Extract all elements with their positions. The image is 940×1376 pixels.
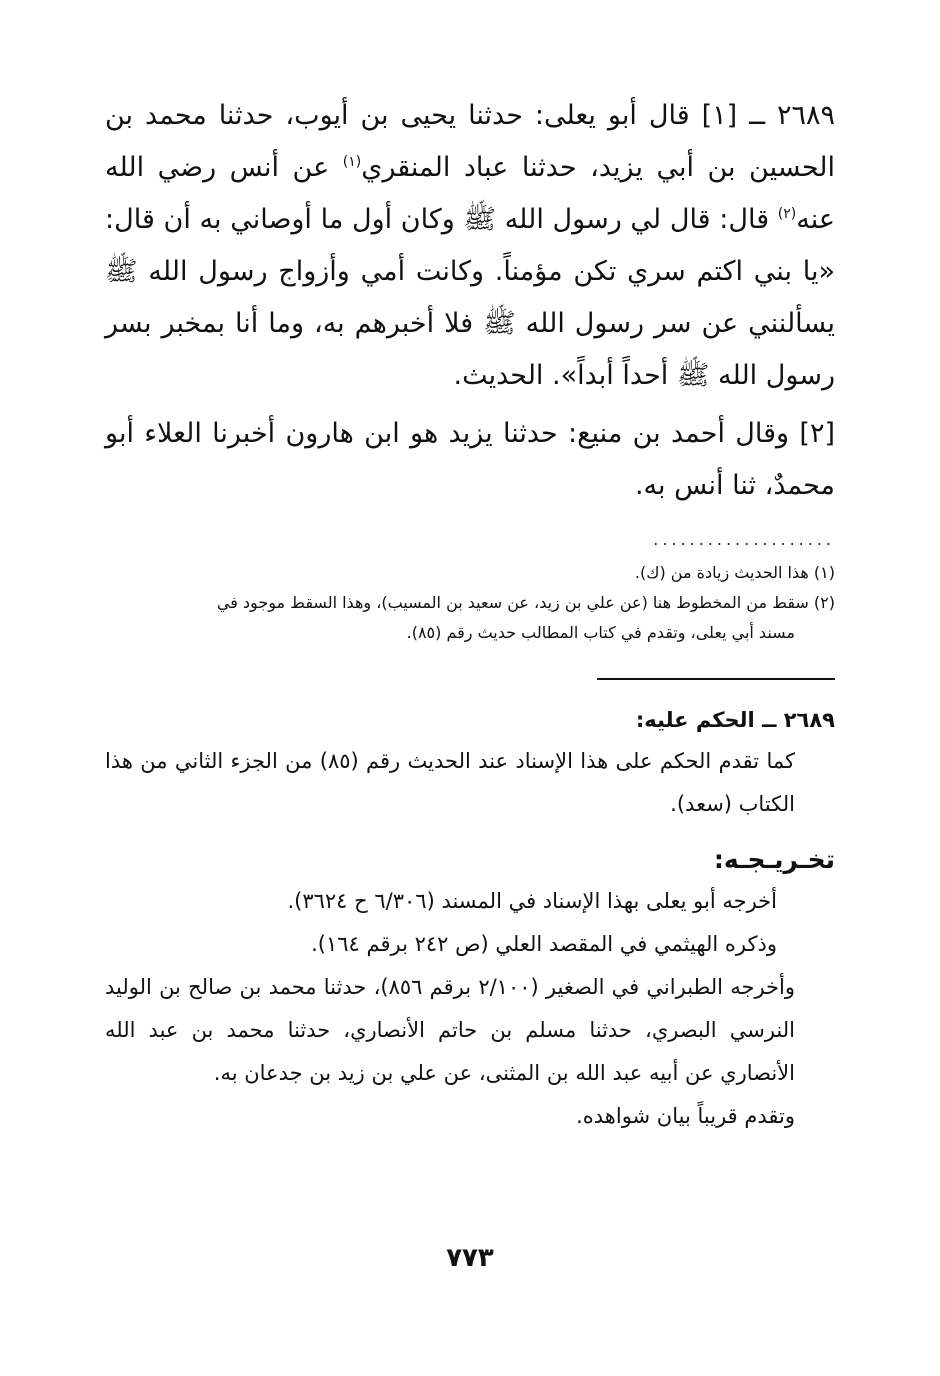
footnote-marker-1[interactable]: (١) [342,154,362,170]
takhrij-line-1: أخرجه أبو يعلى بهذا الإسناد في المسند (٦/٣٠٦ ح ٣٦٢٤). [287,889,777,913]
hadith-para1-prefix: ٢٦٨٩ ــ [١] قال أبو يعلى: حدثنا يحيى بن أيوب، حدثنا محمد بن الحسين بن أبي يزيد، حدثنا عباد المنقري [105,100,835,183]
takhrij-section [105,880,835,1138]
page-number: ٧٧٣ [446,1243,494,1273]
hadith-paragraph-2: [٢] وقال أحمد بن منيع: حدثنا يزيد هو ابن هارون أخبرنا العلاء أبو محمدٌ، ثنا أنس به. [105,418,835,501]
ruling-heading: ٢٦٨٩ ــ الحكم عليه: [635,708,835,732]
footnotes [105,558,835,648]
page-content [105,90,835,1138]
takhrij-line-4: وتقدم قريباً بيان شواهده. [576,1104,795,1128]
ruling-text: كما تقدم الحكم على هذا الإسناد عند الحديث رقم (٨٥) من الجزء الثاني من هذا الكتاب (سعد). [105,749,795,816]
footnote-marker-2[interactable]: (٢) [777,206,797,222]
section-divider [597,678,835,680]
takhrij-line-3: وأخرجه الطبراني في الصغير (٢/١٠٠ برقم ٨٥٦)، حدثنا محمد بن صالح بن الوليد النرسي البصري، حدثنا مسلم بن حاتم الأنصاري، حدثنا محمد بن عبد الله الأنصاري عن أبيه عبد الله بن المثنى، عن علي بن زيد بن جدعان به. [105,975,795,1085]
hadith-text [105,90,835,512]
hadith-paragraph-1 [105,90,835,402]
footnote-1: (١) هذا الحديث زيادة من (ك). [634,563,835,582]
hadith-para1-rest: قال: قال لي رسول الله ﷺ وكان أول ما أوصاني به أن قال: «يا بني اكتم سري تكن مؤمناً. وكانت أمي وأزواج رسول الله ﷺ يسألنني عن سر رسول الله ﷺ فلا أخبرهم به، وما أنا بمخبر بسر رسول الله ﷺ أحداً أبداً». الحديث. [105,204,835,391]
hadith-para1-mid: عن أنس رضي الله عنه [105,152,835,235]
ruling-section [105,740,835,826]
takhrij-heading: تخـريـجـه: [713,845,835,874]
footnote-2-line-2: مسند أبي يعلى، وتقدم في كتاب المطالب حديث رقم (٨٥). [406,623,795,642]
takhrij-line-2: وذكره الهيثمي في المقصد العلي (ص ٢٤٢ برقم ١٦٤). [311,932,777,956]
footnote-2-line-1: (٢) سقط من المخطوط هنا (عن علي بن زيد، عن سعيد بن المسيب)، وهذا السقط موجود في [216,593,835,612]
footnote-separator: .................... [653,530,835,549]
